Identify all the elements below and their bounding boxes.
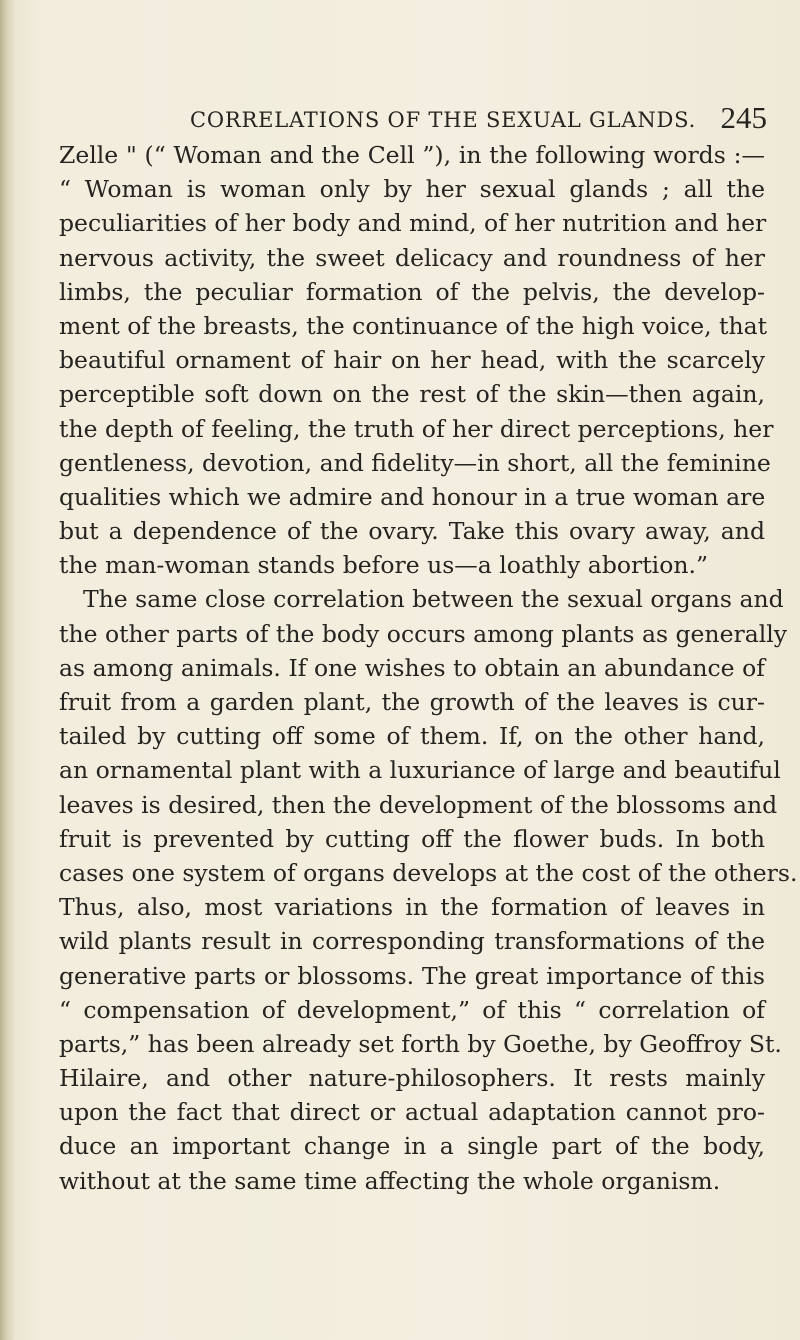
text-line: Thus, also, most variations in the formation of leaves in (59, 893, 765, 922)
text-line: parts,” has been already set forth by Goethe, by Geoffroy St. (59, 1029, 782, 1058)
text-line: nervous activity, the sweet delicacy and roundness of her (59, 243, 765, 272)
text-line: qualities which we admire and honour in a true woman are (59, 482, 766, 511)
body-text (59, 138, 798, 1198)
text-line: wild plants result in corresponding transformations of the (59, 927, 765, 956)
text-line: the depth of feeling, the truth of her direct perceptions, her (59, 414, 774, 443)
text-line: tailed by cutting off some of them. If, on the other hand, (59, 722, 765, 751)
text-line: “ compensation of development,” of this “ correlation of (59, 995, 765, 1024)
text-line: beautiful ornament of hair on her head, with the scarcely (59, 346, 765, 375)
text-line: an ornamental plant with a luxuriance of large and beautiful (59, 756, 781, 785)
text-line: cases one system of organs develops at the cost of the others. (59, 858, 798, 887)
text-line: generative parts or blossoms. The great importance of this (59, 961, 765, 990)
text-line: but a dependence of the ovary. Take this ovary away, and (59, 517, 765, 546)
text-line: fruit from a garden plant, the growth of the leaves is cur- (59, 688, 765, 716)
page-number: 245 (720, 100, 767, 135)
text-line: perceptible soft down on the rest of the skin—then again, (59, 380, 765, 409)
text-line: gentleness, devotion, and fidelity—in short, all the feminine (59, 448, 771, 477)
text-line: peculiarities of her body and mind, of her nutrition and her (59, 209, 767, 238)
text-line: limbs, the peculiar formation of the pelvis, the develop- (59, 277, 765, 306)
text-line: Hilaire, and other nature-philosophers. It rests mainly (59, 1064, 765, 1093)
running-title: CORRELATIONS OF THE SEXUAL GLANDS. (190, 108, 697, 132)
text-line: “ Woman is woman only by her sexual glands ; all the (59, 175, 765, 204)
text-line: the man-woman stands before us—a loathly abortion.” (59, 551, 708, 580)
text-line: The same close correlation between the sexual organs and (83, 585, 784, 614)
text-line: upon the fact that direct or actual adaptation cannot pro- (59, 1098, 765, 1127)
text-line: duce an important change in a single part of the body, (59, 1132, 765, 1161)
text-line: leaves is desired, then the development of the blossoms and (59, 790, 778, 819)
text-line: the other parts of the body occurs among plants as generally (59, 619, 788, 648)
text-line: fruit is prevented by cutting off the flower buds. In both (59, 824, 765, 853)
text-line: Zelle " (“ Woman and the Cell ”), in the following words :— (59, 141, 765, 169)
text-line: ment of the breasts, the continuance of the high voice, that (59, 311, 768, 340)
page-binding-edge (0, 0, 14, 1340)
page-header (55, 100, 767, 140)
text-line: as among animals. If one wishes to obtain an abundance of (59, 653, 765, 682)
text-line: without at the same time affecting the whole organism. (59, 1166, 721, 1195)
